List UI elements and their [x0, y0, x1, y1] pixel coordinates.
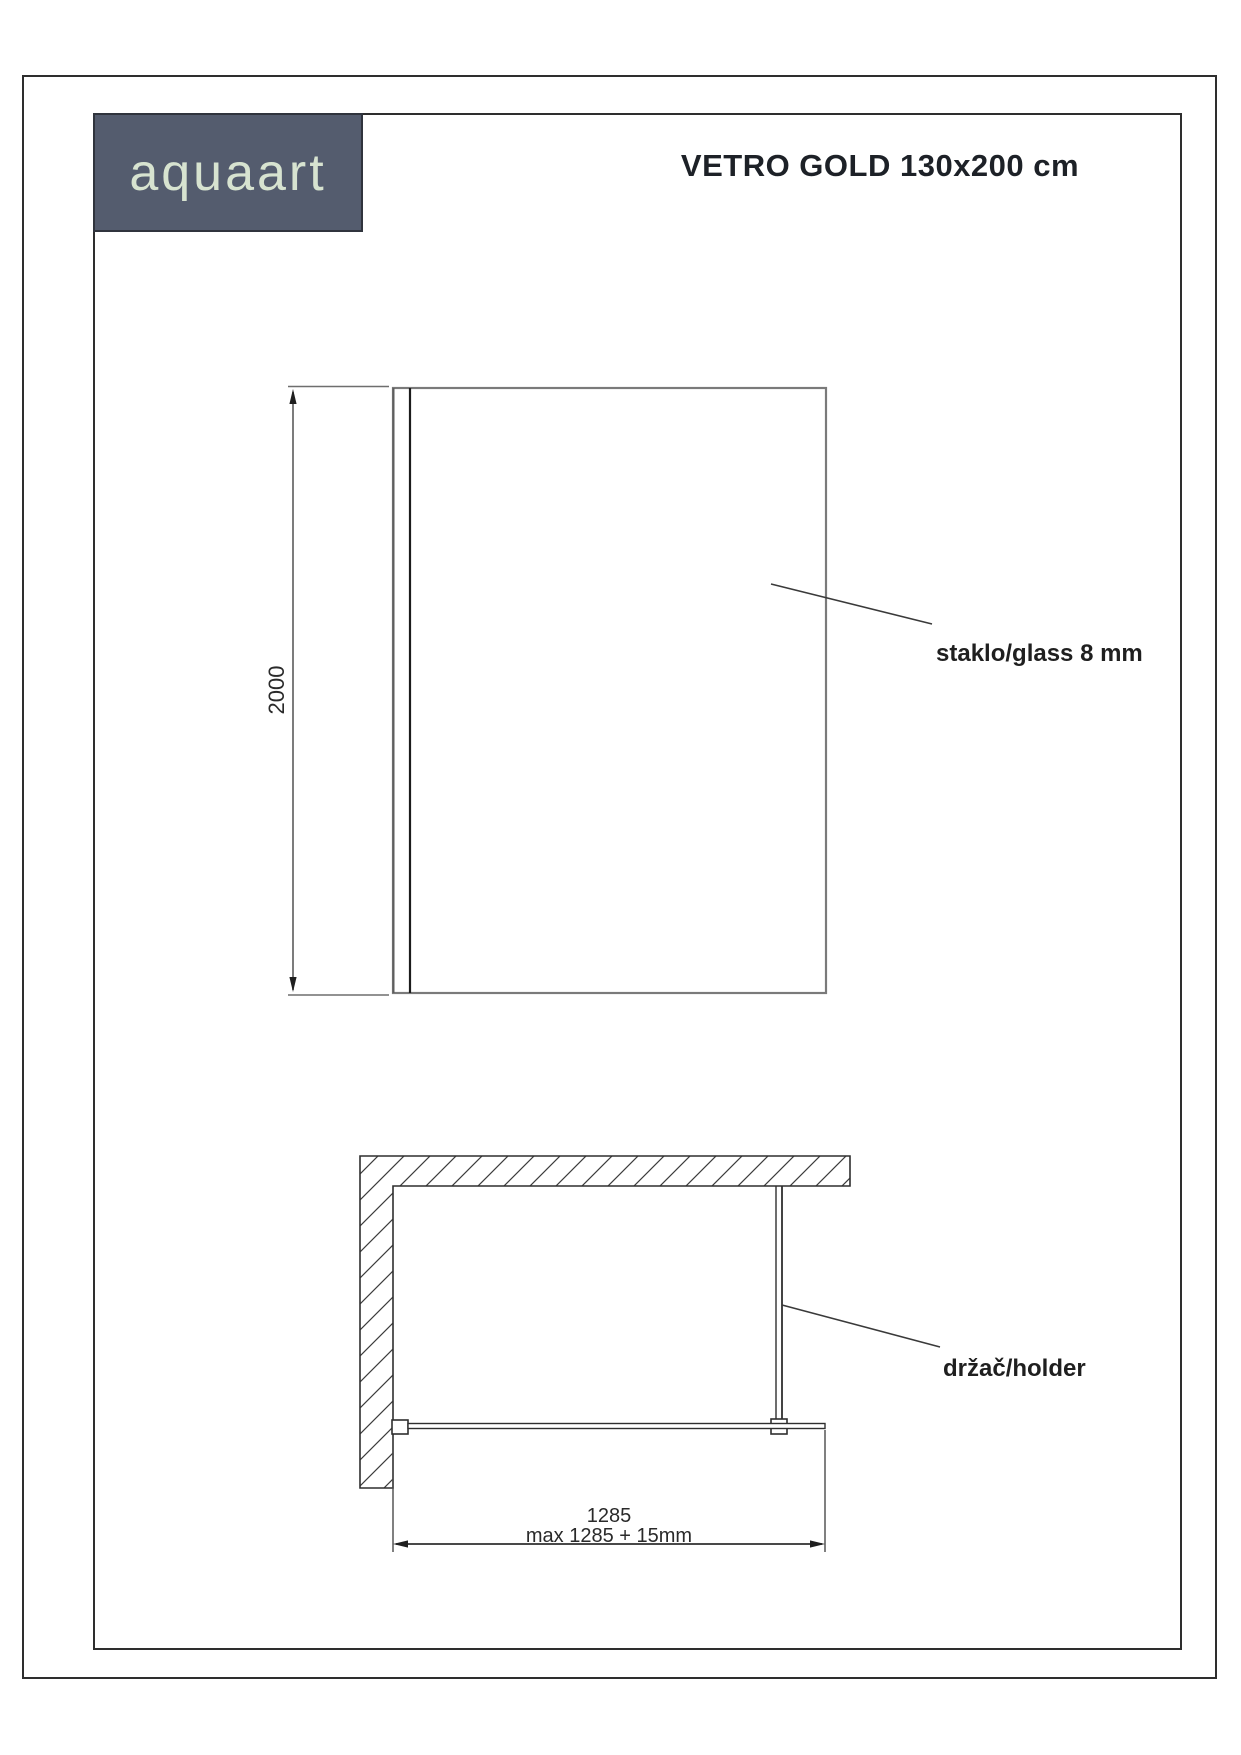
dimension-arrow-up: [289, 389, 296, 404]
dimension-arrow-left: [393, 1540, 408, 1547]
height-dimension-label: 2000: [264, 665, 289, 715]
product-title: VETRO GOLD 130x200 cm: [680, 148, 1080, 183]
dimension-arrow-right: [810, 1540, 825, 1547]
dimension-arrow-down: [289, 977, 296, 992]
top-view-wall-bracket: [392, 1420, 408, 1434]
top-view-wall-top: [360, 1156, 850, 1186]
width-max-label: max 1285 + 15mm: [525, 1525, 693, 1547]
brand-logo-text: aquaart: [129, 143, 327, 202]
glass-label: staklo/glass 8 mm: [936, 640, 1143, 667]
width-dimension-label: 1285: [586, 1505, 632, 1527]
top-view-wall-left: [360, 1186, 393, 1488]
top-view-glass-strip: [408, 1424, 825, 1429]
front-view: [264, 387, 1143, 996]
holder-leader-line: [782, 1305, 940, 1347]
holder-label: držač/holder: [943, 1355, 1086, 1382]
top-view: [360, 1156, 1086, 1552]
top-view-holder-bar: [771, 1186, 787, 1434]
top-view-width-dimension: [393, 1430, 825, 1552]
front-view-height-dimension: [264, 387, 389, 996]
front-view-glass-panel: [393, 388, 826, 993]
